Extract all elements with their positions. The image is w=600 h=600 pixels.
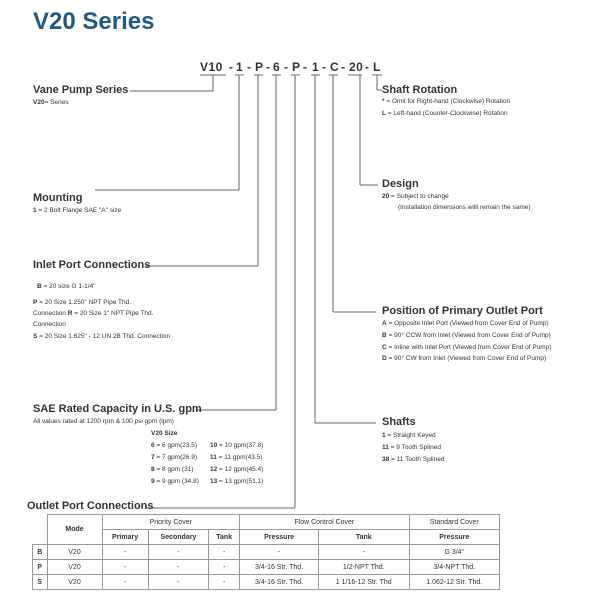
capacity-row: 13 = 13 gpm(51.1) [210, 478, 264, 485]
table-cell: 1 1/16-12 Str. Thd [319, 575, 409, 590]
capacity-row: 7 = 7 gpm(26.9) [151, 454, 198, 461]
shaft-rotation-item: L = Left-hand (Counter-Clockwise) Rotation [382, 110, 508, 117]
code-shaft: 1 [312, 60, 320, 74]
code-capacity: 6 [273, 60, 281, 74]
code-rotation: L [373, 60, 381, 74]
page-title: V20 Series [33, 8, 155, 35]
outlet-position-item: C = Inline with Inlet Port (Viewed from Cover End of Pump) [382, 344, 552, 351]
outlet-position-title: Position of Primary Outlet Port [382, 305, 543, 317]
vane-pump-desc: V20= Series [33, 99, 69, 106]
design-title: Design [382, 178, 419, 190]
table-cell: - [102, 560, 148, 575]
group-header: Standard Cover [409, 515, 500, 530]
shaft-rotation-item: * = Omit for Right-hand (Clockwise) Rotation [382, 98, 511, 105]
subheader: Pressure [240, 530, 319, 545]
shafts-item: 38 = 11 Tooth Splined [382, 456, 445, 463]
inlet-s: S = 20 Size 1.625" - 12 UN 2B Thd. Connection [33, 333, 171, 340]
mounting-title: Mounting [33, 192, 83, 204]
inlet-r-line2: Connection [33, 321, 66, 328]
design-note: (Installation dimensions willl remain the same) [398, 204, 531, 211]
table-cell: - [209, 545, 240, 560]
capacity-size-label: V20 Size [151, 430, 178, 437]
code-inlet: P [255, 60, 264, 74]
outlet-position-item: A = Opposite Inlet Port (Viewed from Cover End of Pump) [382, 320, 549, 327]
subheader: Pressure [409, 530, 500, 545]
capacity-row: 12 = 12 gpm(45.4) [210, 466, 264, 473]
code-dash: - [341, 60, 346, 74]
table-row [33, 545, 500, 560]
row-code: P [33, 560, 48, 575]
capacity-row: 11 = 11 gpm(43.5) [210, 454, 263, 461]
inlet-b: B = 20 size G 1-1/4" [37, 283, 96, 290]
row-code: B [33, 545, 48, 560]
code-dash: - [247, 60, 252, 74]
vane-pump-title: Vane Pump Series [33, 84, 129, 96]
table-cell: - [209, 560, 240, 575]
capacity-title: SAE Rated Capacity in U.S. gpm [33, 403, 202, 415]
capacity-row: 10 = 10 gpm(37.8) [210, 442, 264, 449]
outlet-position-item: B = 90° CCW from Inlet (Viewed from Cover End of Pump) [382, 332, 551, 339]
shafts-item: 11 = 9 Tooth Splined [382, 444, 441, 451]
inlet-p: P = 20 Size 1.250" NPT Pipe Thd. [33, 299, 132, 306]
mode-header: Mode [47, 515, 102, 545]
table-cell: - [148, 545, 209, 560]
capacity-row: 6 = 6 gpm(23.5) [151, 442, 198, 449]
table-cell: - [240, 545, 319, 560]
table-cell: - [148, 560, 209, 575]
outlet-table [32, 514, 500, 590]
code-dash: - [322, 60, 327, 74]
code-design: 20 [349, 60, 364, 74]
table-cell: - [102, 545, 148, 560]
shaft-rotation-title: Shaft Rotation [382, 84, 458, 96]
code-dash: - [365, 60, 370, 74]
table-cell: - [319, 545, 409, 560]
row-mode: V20 [47, 560, 102, 575]
code-series: V10 [200, 60, 223, 74]
code-dash: - [284, 60, 289, 74]
subheader: Secondary [148, 530, 209, 545]
table-cell: 1/2-NPT Thd. [319, 560, 409, 575]
inlet-title: Inlet Port Connections [33, 259, 151, 271]
table-corner [33, 515, 48, 545]
code-mounting: 1 [236, 60, 244, 74]
table-cell: 3/4-16 Str. Thd. [240, 560, 319, 575]
table-cell: 3/4-16 Str. Thd. [240, 575, 319, 590]
table-cell: - [102, 575, 148, 590]
table-cell: G 3/4" [409, 545, 500, 560]
row-mode: V20 [47, 545, 102, 560]
table-row [33, 575, 500, 590]
shafts-title: Shafts [382, 416, 416, 428]
table-cell: - [209, 575, 240, 590]
table-row [33, 560, 500, 575]
code-design-c: C [330, 60, 340, 74]
shafts-item: 1 = Straight Keyed [382, 432, 436, 439]
table-cell: 3/4-NPT Thd. [409, 560, 500, 575]
capacity-row: 9 = 9 gpm (34.8) [151, 478, 199, 485]
table-cell: 1.062-12 Str. Thd. [409, 575, 500, 590]
mounting-desc: 1 = 2 Bolt Flange SAE "A" size [33, 207, 122, 214]
design-desc: 20 = Subject to change [382, 193, 449, 200]
group-header: Priority Cover [102, 515, 240, 530]
outlet-position-item: D = 90° CW from Inlet (Viewed from Cover End of Pump) [382, 355, 547, 362]
capacity-row: 8 = 8 gpm (31) [151, 466, 194, 473]
code-dash: - [303, 60, 308, 74]
inlet-r: Connection R = 20 Size 1" NPT Pipe Thd. [33, 310, 154, 317]
subheader: Primary [102, 530, 148, 545]
code-dash: - [266, 60, 271, 74]
code-outlet-position: P [292, 60, 301, 74]
group-header: Flow Control Cover [240, 515, 409, 530]
row-mode: V20 [47, 575, 102, 590]
row-code: S [33, 575, 48, 590]
code-dash: - [229, 60, 234, 74]
capacity-note: All values rated at 1200 rpm & 100 psi gpm (lpm) [33, 418, 174, 425]
subheader: Tank [209, 530, 240, 545]
outlet-table-title: Outlet Port Connections [27, 500, 154, 512]
subheader: Tank [319, 530, 409, 545]
table-cell: - [148, 575, 209, 590]
